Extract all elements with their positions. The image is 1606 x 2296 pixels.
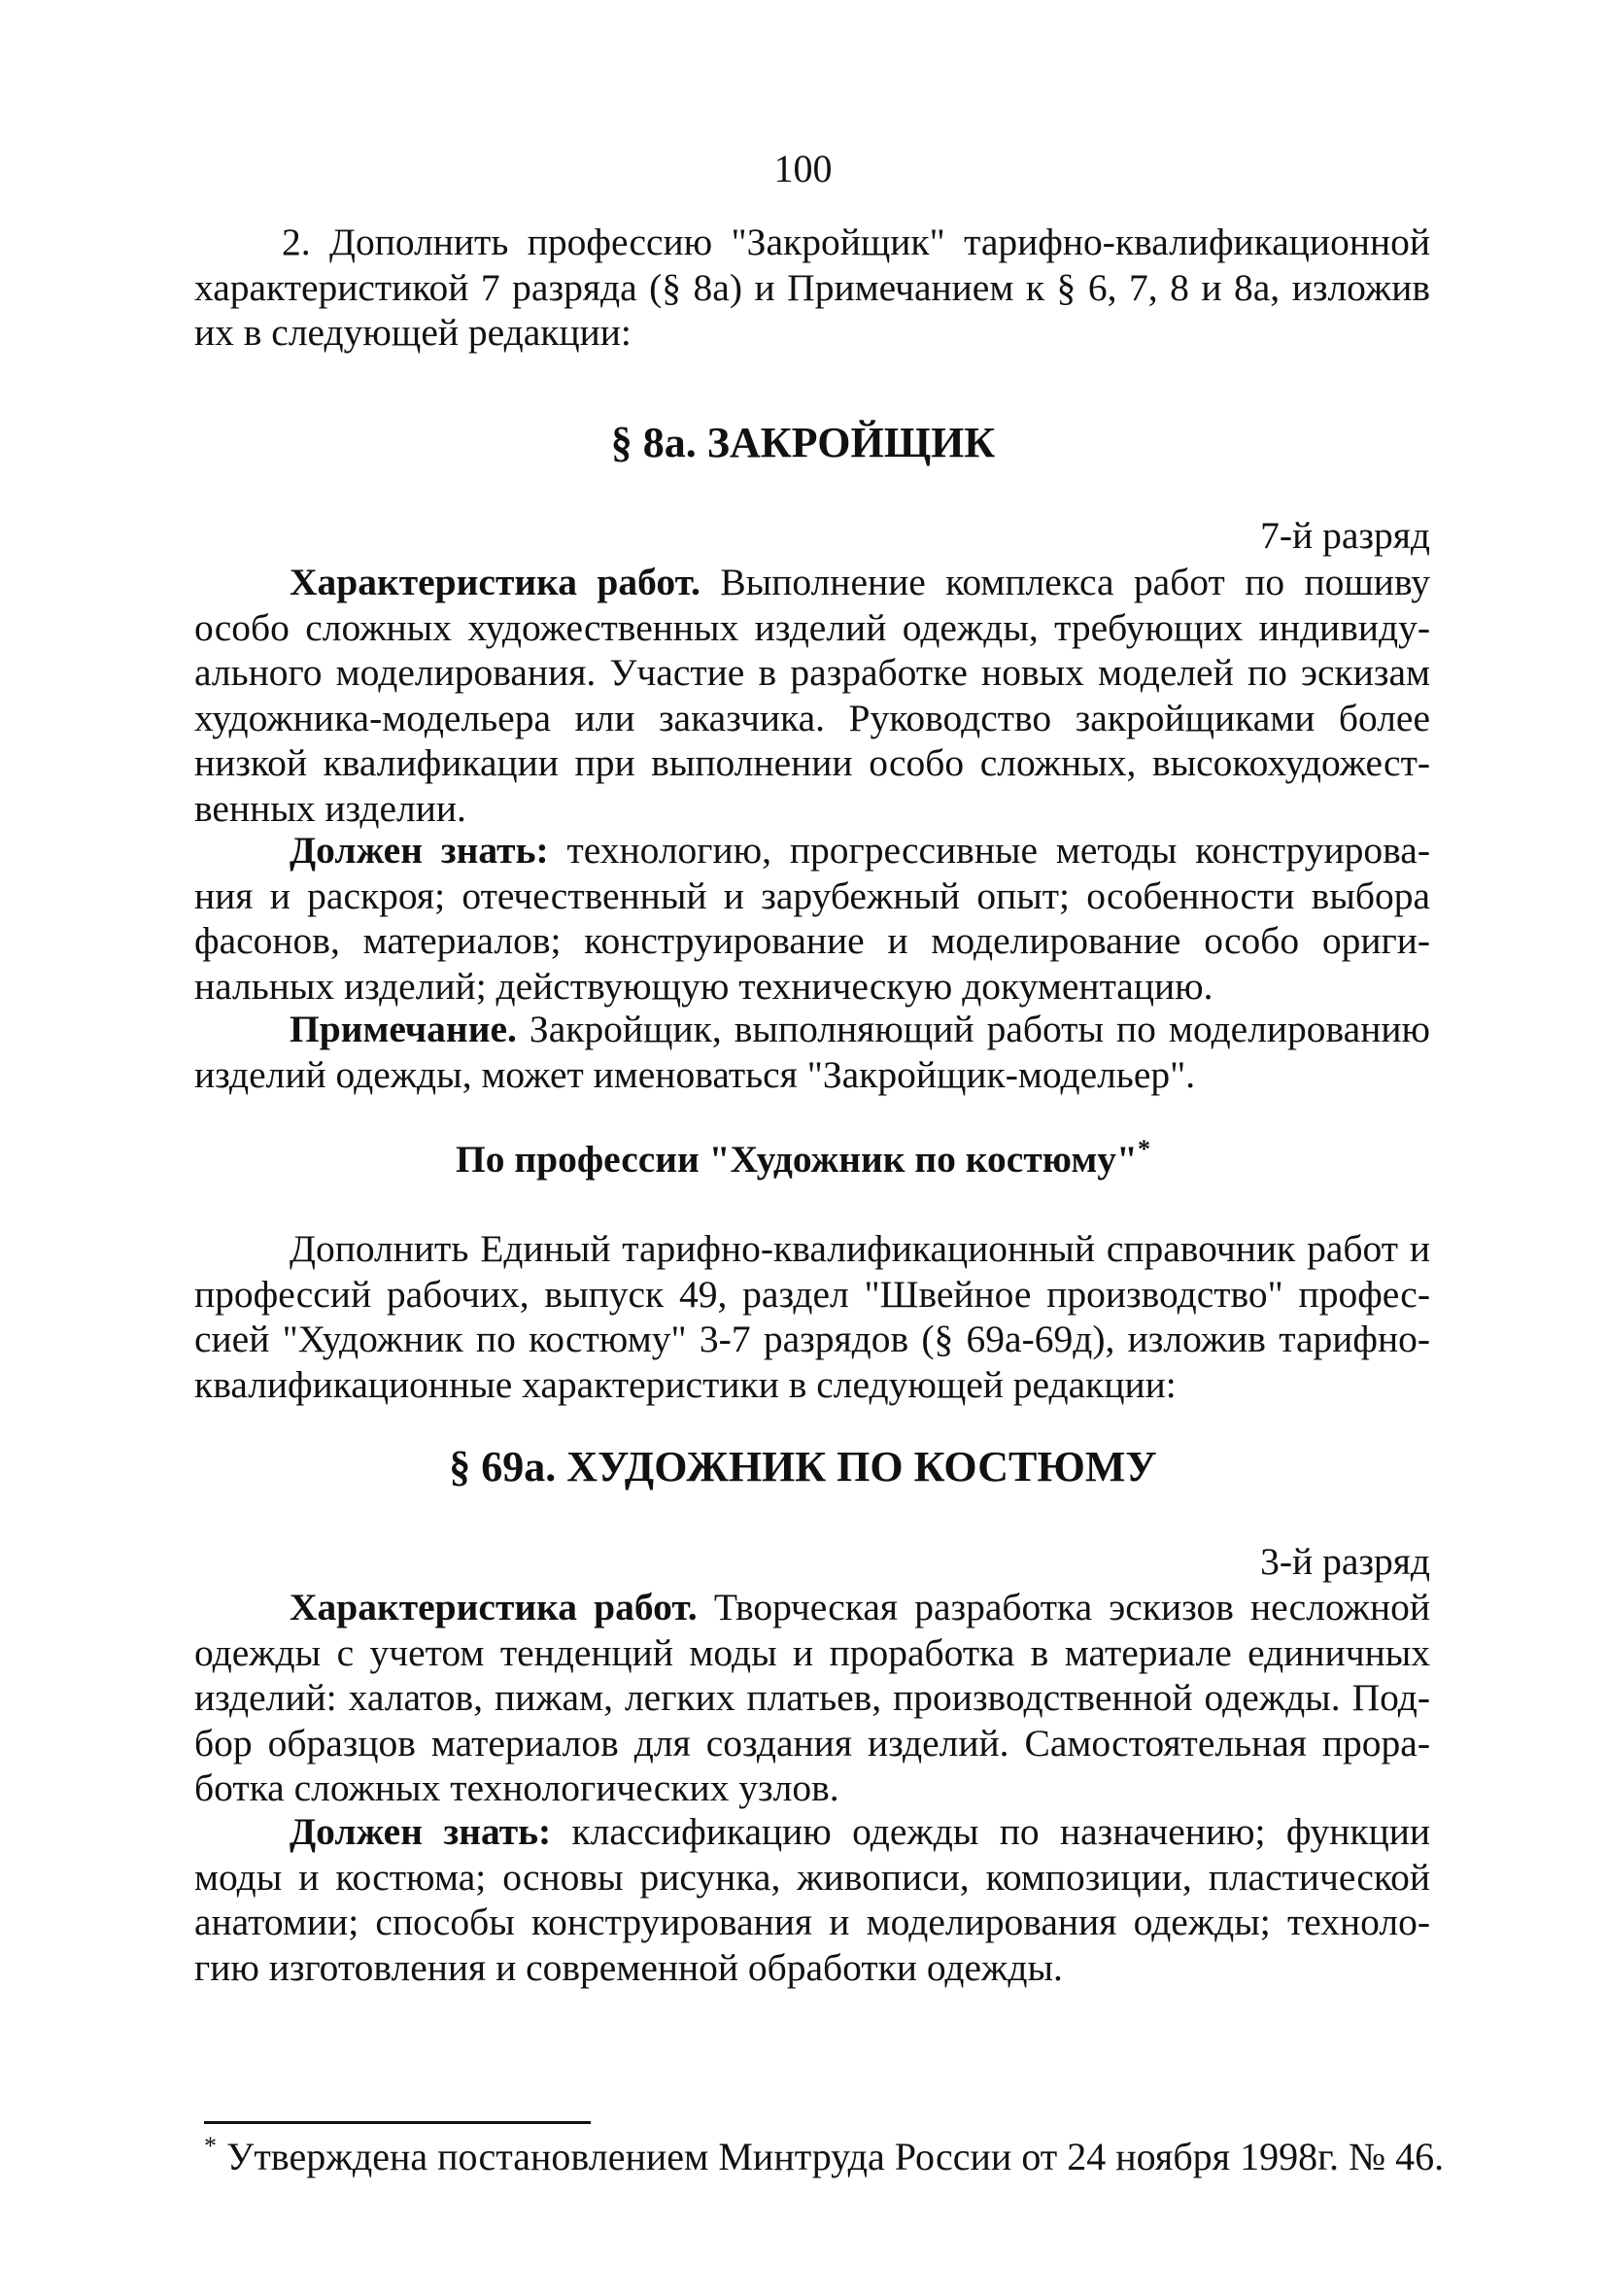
profession-heading-text: По профессии "Художник по костюму" [456, 1138, 1138, 1181]
profession-footnote-mark: * [1137, 1135, 1150, 1163]
footnote-text: Утверждена постановлением Минтруда России от 24 ноября 1998г. № 46. [226, 2135, 1445, 2178]
work-characteristics-paragraph-1 [194, 560, 1430, 831]
work-characteristics-label-2: Характеристика работ. [290, 1586, 698, 1628]
page-number: 100 [773, 147, 833, 190]
note-label: Примечание. [290, 1008, 517, 1050]
section-heading-8a: § 8а. ЗАКРОЙЩИК [610, 419, 996, 466]
must-know-label: Должен знать: [290, 829, 549, 872]
footnote-mark: * [204, 2132, 217, 2160]
must-know-text-2: классификацию одежды по назначению; функции моды и костюма; основы рисунка, живописи, композиции, пластической анатомии; способы конструирования и моделирования одежды; технологию изготовления и современной обработки одежды. [194, 1810, 1430, 1989]
work-characteristics-text: Выполнение комплекса работ по пошиву особо сложных художественных изделий одежды, требующих индивидуального моделирования. Участие в разработке новых моделей по эскизам художника-модельера или заказчика. Руководство закройщиками более низкой квалификации при выполнении особо сложных, высокохудожественных изделии. [194, 561, 1431, 830]
must-know-label-2: Должен знать: [290, 1810, 552, 1853]
footnote [204, 2134, 1444, 2179]
profession-heading [0, 1137, 1606, 1182]
work-characteristics-paragraph-2 [194, 1585, 1430, 1811]
must-know-text: технологию, прогрессивные методы конструирования и раскроя; отечественный и зарубежный опыт; особенности выбора фасонов, материалов; конструирование и моделирование особо оригинальных изделий; действующую техническую документацию. [194, 829, 1430, 1008]
note-paragraph [194, 1007, 1430, 1097]
note-text: Закройщик, выполняющий работы по моделированию изделий одежды, может именоваться "Закройщик-модельер". [194, 1008, 1431, 1096]
work-characteristics-text-2: Творческая разработка эскизов несложной одежды с учетом тенденций моды и проработка в материале единичных изделий: халатов, пижам, легких платьев, производственной одежды. Подбор образцов материалов для создания изделий. Самостоятельная проработка сложных технологических узлов. [194, 1586, 1430, 1809]
section-heading-69a: § 69а. ХУДОЖНИК ПО КОСТЮМУ [449, 1443, 1157, 1491]
must-know-paragraph-1 [194, 828, 1430, 1009]
must-know-paragraph-2 [194, 1809, 1430, 1990]
grade-label-7: 7-й разряд [1260, 514, 1430, 557]
intro-paragraph: 2. Дополнить профессию "Закройщик" тарифно-квалификационной характеристикой 7 разряда (§ 8а) и Примечанием к § 6, 7, 8 и 8а, изложив их в следующей редакции: [194, 221, 1430, 354]
work-characteristics-label: Характеристика работ. [290, 561, 700, 603]
supplement-paragraph: Дополнить Единый тарифно-квалификационный справочник работ и профессий рабочих, выпуск 49, раздел "Швейное производство" профессией "Художник по костюму" 3-7 разрядов (§ 69а-69д), изложив тарифноквалификационные характеристики в следующей редакции: [194, 1227, 1430, 1406]
grade-label-3: 3-й разряд [1260, 1540, 1430, 1583]
footnote-divider [204, 2121, 591, 2124]
